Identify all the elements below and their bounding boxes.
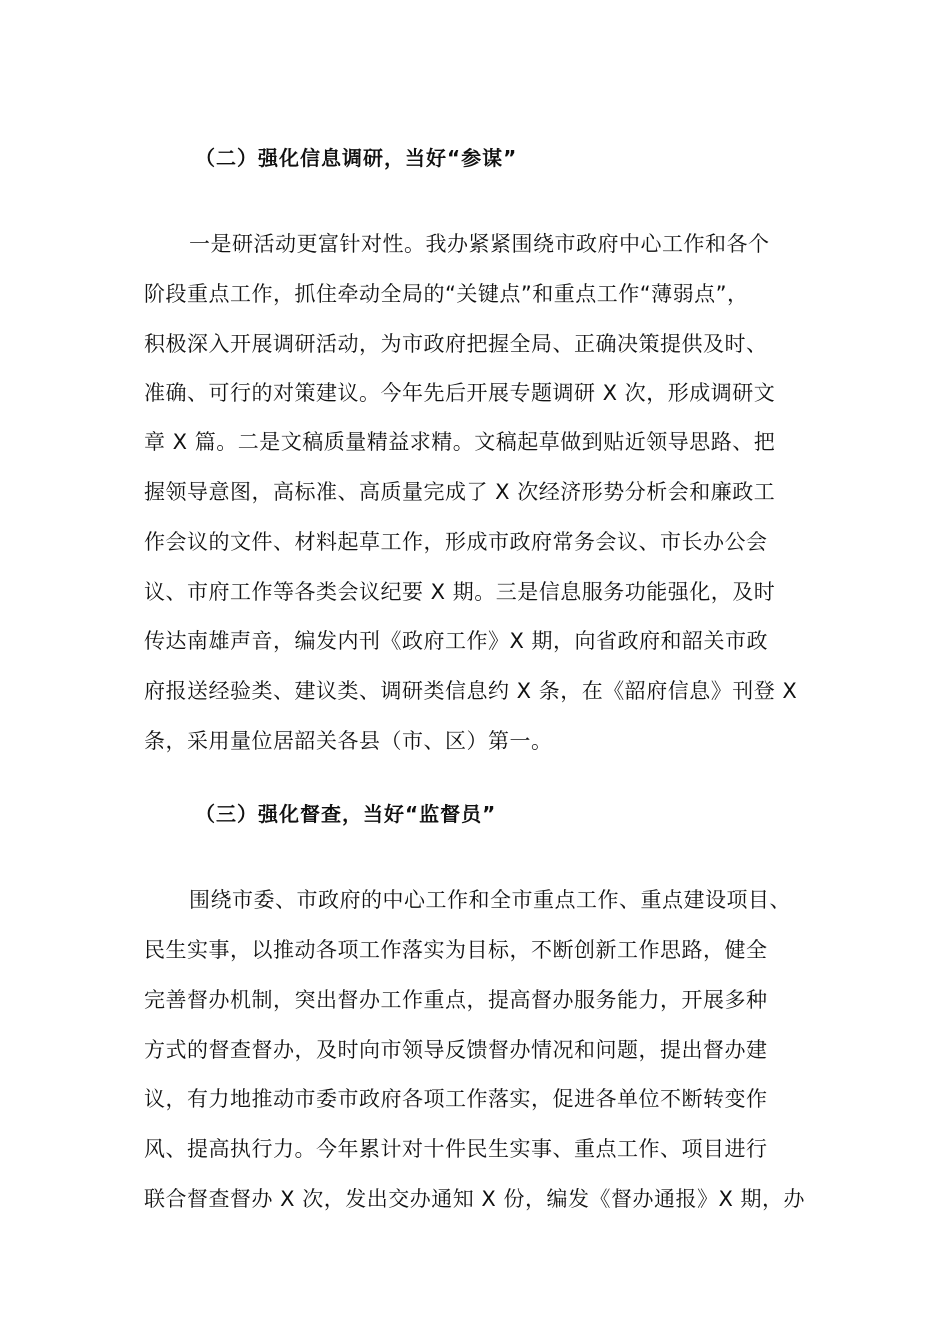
paragraph-line: 条，采用量位居韶关各县（市、区）第一。 (144, 729, 553, 753)
paragraph-line: 议、市府工作等各类会议纪要 X 期。三是信息服务功能强化，及时 (144, 580, 776, 604)
paragraph-line: 议，有力地推动市委市政府各项工作落实，促进各单位不断转变作 (144, 1087, 768, 1111)
paragraph-line: 准确、可行的对策建议。今年先后开展专题调研 X 次，形成调研文 (144, 381, 776, 405)
paragraph-line: 围绕市委、市政府的中心工作和全市重点工作、重点建设项目、 (189, 888, 791, 912)
section-heading-3: （三）强化督查，当好“监督员” (195, 802, 497, 826)
paragraph-line: 风、提高执行力。今年累计对十件民生实事、重点工作、项目进行 (144, 1137, 768, 1161)
paragraph-line: 联合督查督办 X 次，发出交办通知 X 份，编发《督办通报》X 期，办 (144, 1187, 806, 1211)
paragraph-line: 握领导意图，高标准、高质量完成了 X 次经济形势分析会和廉政工 (144, 480, 776, 504)
paragraph-line: 一是研活动更富针对性。我办紧紧围绕市政府中心工作和各个 (189, 232, 770, 256)
paragraph-line: 传达南雄声音，编发内刊《政府工作》X 期，向省政府和韶关市政 (144, 629, 769, 653)
paragraph-line: 完善督办机制，突出督办工作重点，提高督办服务能力，开展多种 (144, 988, 768, 1012)
paragraph-line: 民生实事，以推动各项工作落实为目标，不断创新工作思路，健全 (144, 938, 768, 962)
paragraph-line: 作会议的文件、材料起草工作，形成市政府常务会议、市长办公会 (144, 530, 768, 554)
paragraph-line: 章 X 篇。二是文稿质量精益求精。文稿起草做到贴近领导思路、把 (144, 430, 776, 454)
section-heading-2: （二）强化信息调研，当好“参谋” (195, 146, 518, 170)
paragraph-line: 积极深入开展调研活动，为市政府把握全局、正确决策提供及时、 (144, 332, 768, 356)
paragraph-line: 阶段重点工作，抓住牵动全局的“关键点”和重点工作“薄弱点”， (144, 282, 749, 306)
paragraph-line: 方式的督查督办，及时向市领导反馈督办情况和问题，提出督办建 (144, 1038, 768, 1062)
paragraph-line: 府报送经验类、建议类、调研类信息约 X 条，在《韶府信息》刊登 X (144, 679, 798, 703)
